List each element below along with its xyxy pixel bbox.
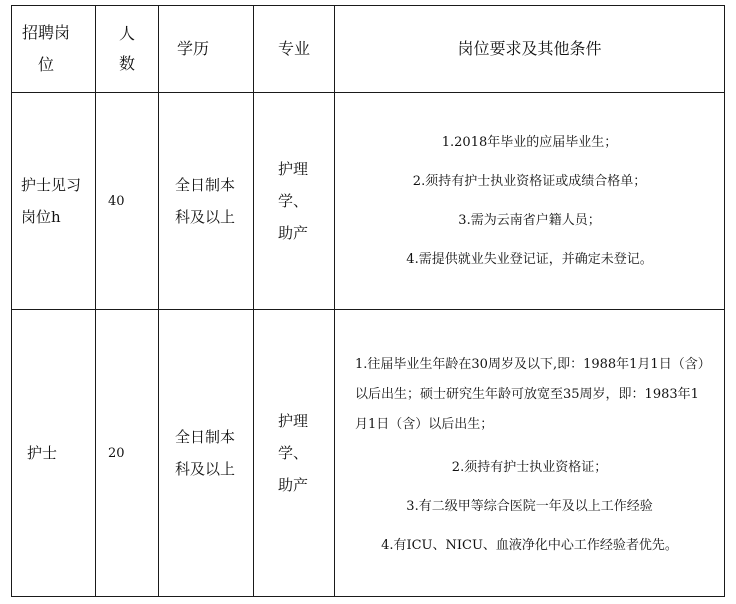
header-position: 招聘岗位 (12, 6, 96, 93)
table-header-row (12, 6, 725, 93)
header-education: 学历 (159, 6, 254, 93)
header-requirements: 岗位要求及其他条件 (335, 6, 725, 93)
table-row (12, 93, 725, 310)
recruitment-table (11, 5, 725, 597)
position-name: 护士见习岗位h (12, 93, 96, 310)
position-name: 护士 (12, 310, 96, 597)
table-row (12, 310, 725, 597)
requirement-item: 4.有ICU、NICU、血液净化中心工作经验者优先。 (381, 537, 678, 553)
requirements-cell (335, 310, 725, 597)
requirement-item: 4.需提供就业失业登记证，并确定未登记。 (406, 251, 653, 267)
header-count: 人数 (96, 6, 159, 93)
requirement-item: 3.有二级甲等综合医院一年及以上工作经验 (406, 498, 653, 514)
major-field: 护理学、助产 (254, 93, 335, 310)
education-level: 全日制本科及以上 (159, 310, 254, 597)
requirement-item: 1.2018年毕业的应届毕业生； (441, 134, 618, 150)
requirement-item: 2.须持有护士执业资格证； (451, 459, 608, 475)
requirement-item: 3.需为云南省户籍人员； (458, 212, 601, 228)
major-field: 护理学、助产 (254, 310, 335, 597)
requirements-cell (335, 93, 725, 310)
education-level: 全日制本科及以上 (159, 93, 254, 310)
header-major: 专业 (254, 6, 335, 93)
headcount: 40 (96, 93, 159, 310)
headcount: 20 (96, 310, 159, 597)
requirement-item: 2.须持有护士执业资格证或成绩合格单； (412, 173, 647, 189)
requirement-item: 1.往届毕业生年龄在30周岁及以下,即：1988年1月1日（含）以后出生；硕士研究生年龄可放宽至35周岁，即：1983年1月1日（含）以后出生； (355, 356, 705, 432)
